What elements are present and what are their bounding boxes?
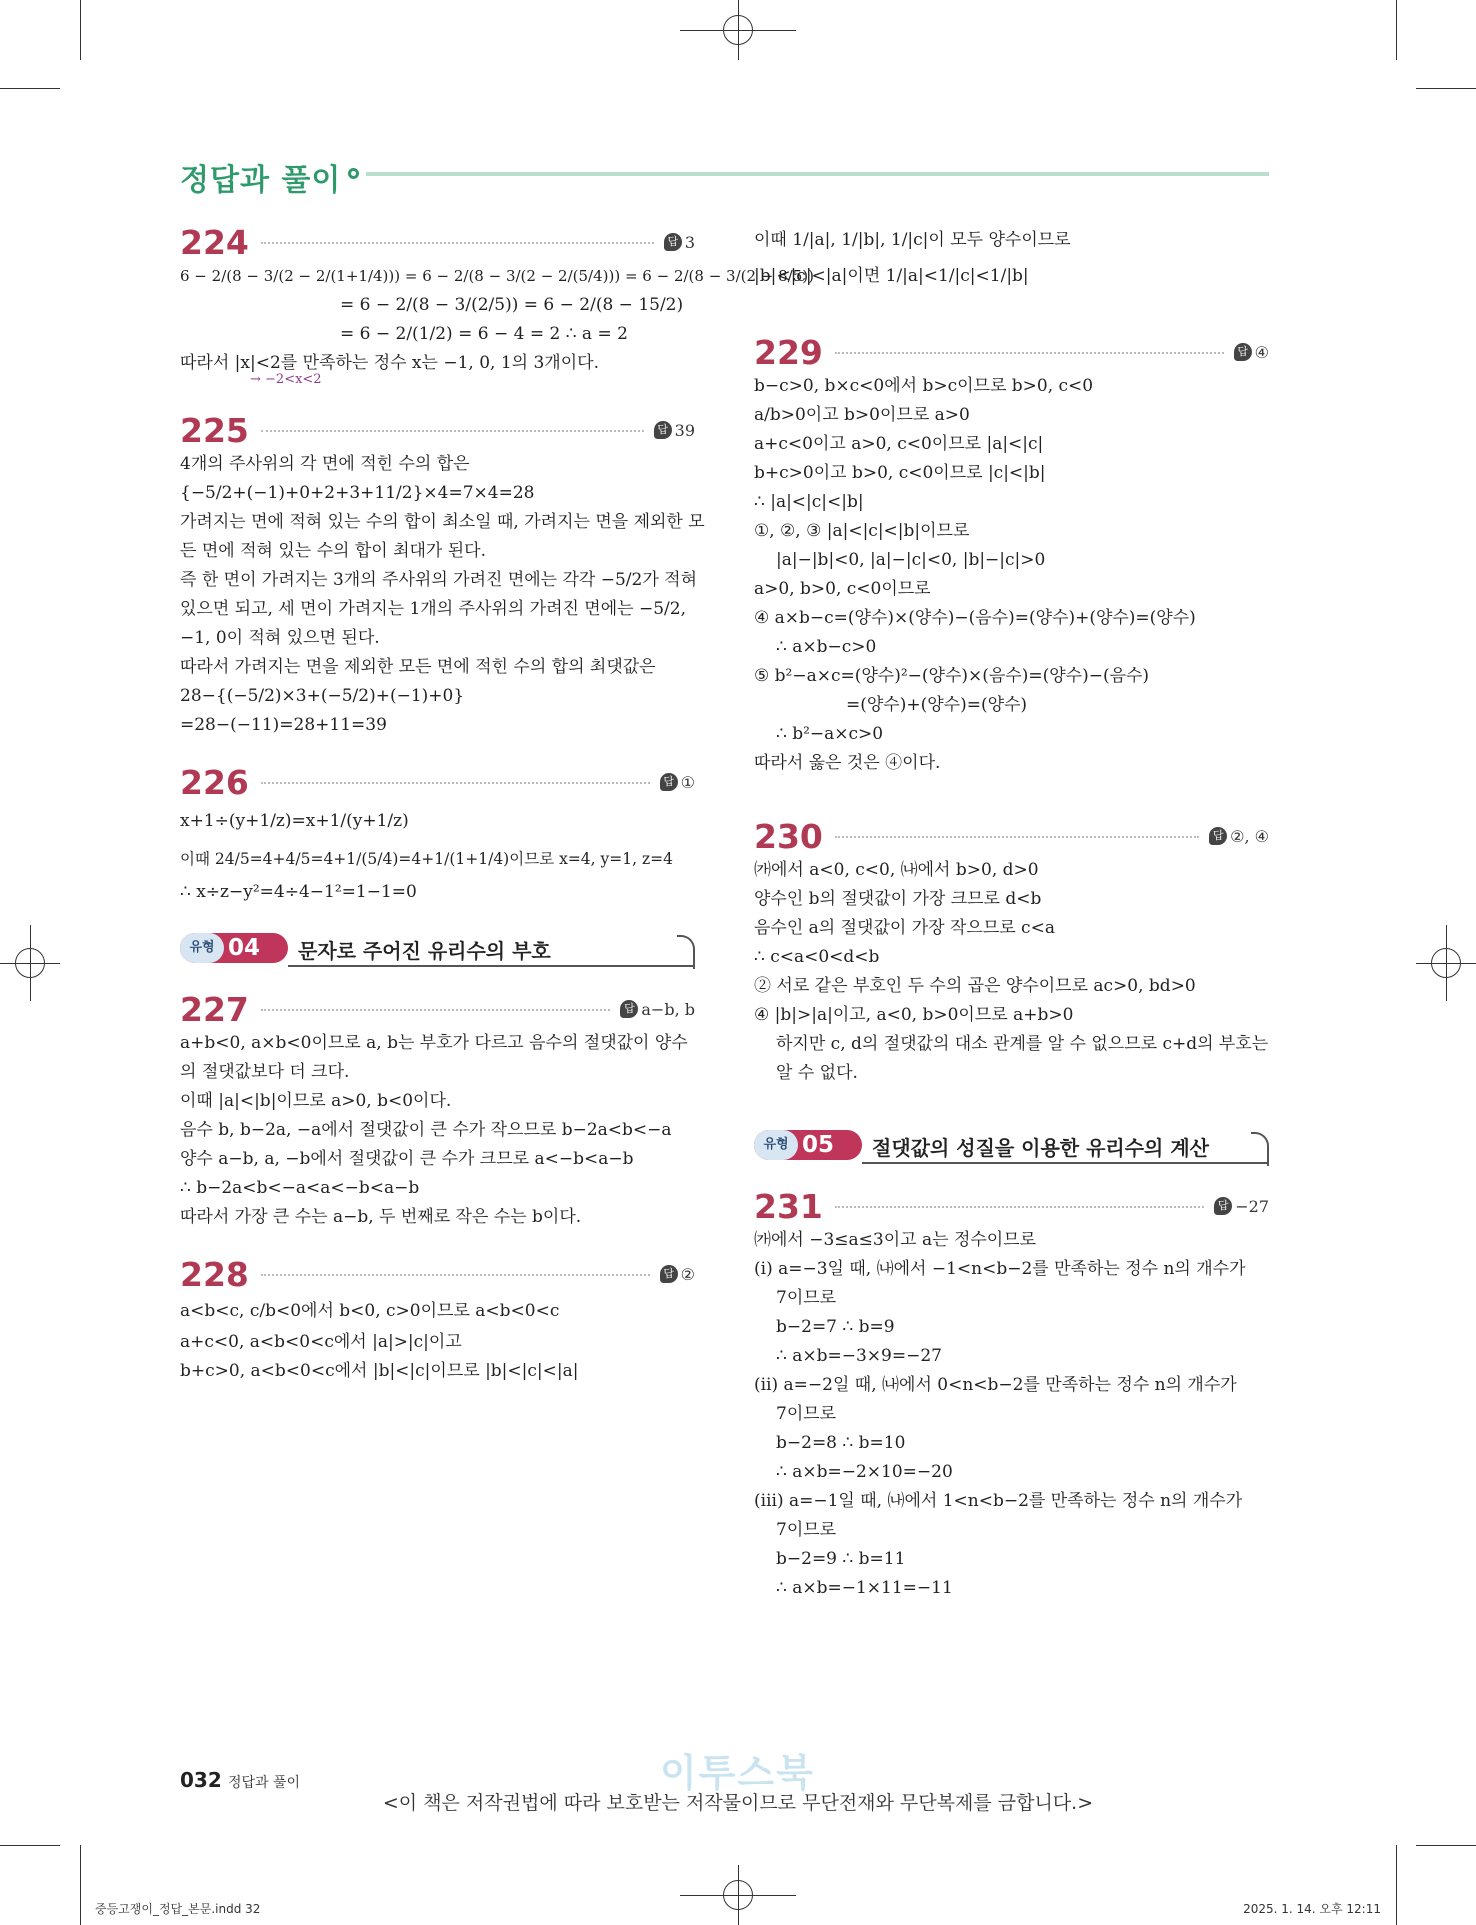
solution-line: ∴ b−2a<b<−a<a<−b<a−b [180, 1178, 420, 1198]
solution-line: a<b<c, c/b<0에서 b<0, c>0이므로 a<b<0<c [180, 1301, 560, 1321]
answer-icon: 답 [1214, 1197, 1232, 1215]
answer-badge: 답 ④ [1234, 343, 1269, 362]
solution-line: 하지만 c, d의 절댓값의 대소 관계를 알 수 없으므로 c+d의 부호는 [776, 1034, 1269, 1054]
solution-line: 의 절댓값보다 더 크다. [180, 1062, 350, 1082]
problem-number: 231 [754, 1186, 823, 1226]
crop-mark [1446, 925, 1447, 1001]
solution-line: x+1÷(y+1/z)=x+1/(y+1/z) [180, 811, 409, 831]
page-title: 정답과 풀이 [180, 163, 342, 198]
solution-line: ④ a×b−c=(양수)×(양수)−(음수)=(양수)+(양수)=(양수) [754, 608, 1196, 628]
crop-mark [1396, 1845, 1397, 1925]
problem-number: 230 [754, 816, 823, 856]
solution-line: (ⅱ) a=−2일 때, ㈏에서 0<n<b−2를 만족하는 정수 n의 개수가 [754, 1375, 1237, 1395]
solution-line: a+c<0, a<b<0<c에서 |a|>|c|이고 [180, 1332, 462, 1352]
print-slug-file: 중등고쟁이_정답_본문.indd 32 [95, 1902, 261, 1916]
solution-line: ∴ b²−a×c>0 [776, 724, 884, 744]
solution-line: = 6 − 2/(8 − 3/(2/5)) = 6 − 2/(8 − 15/2) [340, 295, 684, 315]
answer-badge: 답 39 [654, 421, 695, 440]
problem-header-230 [754, 816, 1269, 856]
solution-line: (ⅲ) a=−1일 때, ㈏에서 1<n<b−2를 만족하는 정수 n의 개수가 [754, 1491, 1243, 1511]
dotted-leader [261, 1273, 650, 1276]
solution-line: 7이므로 [776, 1288, 837, 1308]
crop-mark [1396, 0, 1397, 60]
crop-mark [0, 88, 60, 89]
problem-header-225 [180, 410, 695, 450]
dotted-leader [835, 1205, 1204, 1208]
answer-badge: 답 ②, ④ [1209, 827, 1269, 846]
answer-badge: 답 3 [664, 233, 695, 252]
type-corner [677, 935, 695, 969]
dotted-leader [835, 835, 1199, 838]
problem-header-229 [754, 332, 1269, 372]
solution-line: ∴ a×b−c>0 [776, 637, 877, 657]
crop-mark [1416, 88, 1476, 89]
page-number: 032 [180, 1768, 222, 1792]
problem-header-226 [180, 762, 695, 802]
crop-mark [80, 0, 81, 60]
dotted-leader [835, 351, 1224, 354]
solution-line: b−2=8 ∴ b=10 [776, 1433, 906, 1453]
dotted-leader [261, 1008, 611, 1011]
answer-icon: 답 [620, 1000, 638, 1018]
solution-line: 음수 b, b−2a, −a에서 절댓값이 큰 수가 작으므로 b−2a<b<−a [180, 1120, 672, 1140]
answer-badge: 답 a−b, b [620, 1000, 695, 1019]
solution-line: ∴ c<a<0<d<b [754, 947, 880, 967]
crop-mark [80, 1845, 81, 1925]
solution-line: b+c>0이고 b>0, c<0이므로 |c|<|b| [754, 463, 1046, 483]
header-rule [366, 172, 1269, 176]
solution-line: = 6 − 2/(1/2) = 6 − 4 = 2 ∴ a = 2 [340, 324, 628, 344]
solution-line: a>0, b>0, c<0이므로 [754, 579, 931, 599]
solution-line: ∴ a×b=−1×11=−11 [776, 1578, 953, 1598]
print-slug-date: 2025. 1. 14. 오후 12:11 [1243, 1902, 1381, 1916]
problem-number: 228 [180, 1254, 249, 1294]
dotted-leader [261, 429, 644, 432]
answer-icon: 답 [654, 421, 672, 439]
problem-number: 226 [180, 762, 249, 802]
solution-line: =28−(−11)=28+11=39 [180, 715, 387, 735]
solution-line: 7이므로 [776, 1520, 837, 1540]
solution-line: ⑤ b²−a×c=(양수)²−(양수)×(음수)=(양수)−(음수) [754, 666, 1150, 686]
problem-number: 227 [180, 989, 249, 1029]
solution-line: ∴ a×b=−3×9=−27 [776, 1346, 942, 1366]
solution-line: a+b<0, a×b<0이므로 a, b는 부호가 다르고 음수의 절댓값이 양수 [180, 1033, 688, 1053]
answer-badge: 답 −27 [1214, 1197, 1269, 1216]
type-badge [754, 1130, 862, 1160]
solution-line: 든 면에 적혀 있는 수의 합이 최대가 된다. [180, 541, 486, 561]
type-number: 04 [228, 935, 261, 961]
annotation: → −2<x<2 [250, 372, 322, 387]
answer-icon: 답 [660, 1265, 678, 1283]
solution-line: 이때 24/5=4+4/5=4+1/(5/4)=4+1/(1+1/4)이므로 x=4, y=1, z=4 [180, 850, 673, 868]
type-underline [862, 1162, 1269, 1164]
crop-mark [1416, 1845, 1476, 1846]
right-column [754, 222, 1269, 1603]
solution-line: 양수 a−b, a, −b에서 절댓값이 큰 수가 크므로 a<−b<a−b [180, 1149, 634, 1169]
solution-line: 가려지는 면에 적혀 있는 수의 합이 최소일 때, 가려지는 면을 제외한 모 [180, 512, 705, 532]
answer-badge: 답 ① [660, 773, 695, 792]
solution-line: 6 − 2/(8 − 3/(2 − 2/(1+1/4))) = 6 − 2/(8 − 3/(2 − 2/(5/4))) = 6 − 2/(8 − 3/(2 − 8/5)) [180, 267, 814, 285]
solution-line: ∴ |a|<|c|<|b| [754, 492, 864, 512]
answer-badge: 답 ② [660, 1265, 695, 1284]
dotted-leader [261, 781, 650, 784]
solution-line: ㈎에서 −3≤a≤3이고 a는 정수이므로 [754, 1230, 1037, 1250]
problem-header-224 [180, 222, 695, 262]
type-title: 문자로 주어진 유리수의 부호 [298, 939, 551, 963]
solution-line: 즉 한 면이 가려지는 3개의 주사위의 가려진 면에는 각각 −5/2가 적혀 [180, 570, 698, 590]
crop-mark [0, 1845, 60, 1846]
problem-number: 225 [180, 410, 249, 450]
copyright-notice: <이 책은 저작권법에 따라 보호받는 저작물이므로 무단전재와 무단복제를 금합니다.> [382, 1792, 1094, 1814]
type-corner [1251, 1132, 1269, 1166]
solution-line: b−2=7 ∴ b=9 [776, 1317, 895, 1337]
type-label: 유형 [180, 933, 224, 963]
watermark-logo: 이투스북 [660, 1751, 815, 1795]
solution-line: {−5/2+(−1)+0+2+3+11/2}×4=7×4=28 [180, 483, 535, 503]
solution-line: ∴ a×b=−2×10=−20 [776, 1462, 953, 1482]
crop-mark [738, 1865, 739, 1925]
solution-line: ④ |b|>|a|이고, a<0, b>0이므로 a+b>0 [754, 1005, 1074, 1025]
type-label: 유형 [754, 1130, 798, 1160]
type-badge [180, 933, 288, 963]
type-title: 절댓값의 성질을 이용한 유리수의 계산 [872, 1136, 1209, 1160]
solution-line: 따라서 가려지는 면을 제외한 모든 면에 적힌 수의 합의 최댓값은 [180, 657, 656, 677]
crop-mark [738, 0, 739, 60]
solution-line: ② 서로 같은 부호인 두 수의 곱은 양수이므로 ac>0, bd>0 [754, 976, 1196, 996]
answer-icon: 답 [1209, 827, 1227, 845]
answer-icon: 답 [1234, 343, 1252, 361]
type-underline [288, 965, 695, 967]
solution-line: 4개의 주사위의 각 면에 적힌 수의 합은 [180, 454, 470, 474]
solution-line: ∴ x÷z−y²=4÷4−1²=1−1=0 [180, 882, 417, 902]
header-dot-icon [348, 168, 359, 179]
solution-line: 음수인 a의 절댓값이 가장 작으므로 c<a [754, 918, 1055, 938]
solution-line: a/b>0이고 b>0이므로 a>0 [754, 405, 970, 425]
solution-line: a+c<0이고 a>0, c<0이므로 |a|<|c| [754, 434, 1044, 454]
solution-line: b+c>0, a<b<0<c에서 |b|<|c|이므로 |b|<|c|<|a| [180, 1361, 579, 1381]
crop-mark [30, 925, 31, 1001]
solution-line: 알 수 없다. [776, 1063, 858, 1083]
solution-line: 28−{(−5/2)×3+(−5/2)+(−1)+0} [180, 686, 465, 706]
solution-line: ①, ②, ③ |a|<|c|<|b|이므로 [754, 521, 970, 541]
solution-line: 따라서 옳은 것은 ④이다. [754, 753, 941, 773]
solution-line: |b|<|c|<|a|이면 1/|a|<1/|c|<1/|b| [754, 266, 1029, 286]
solution-line: 따라서 |x|<2를 만족하는 정수 x는 −1, 0, 1의 3개이다. [180, 353, 599, 373]
solution-line: 이때 |a|<|b|이므로 a>0, b<0이다. [180, 1091, 452, 1111]
solution-line: (ⅰ) a=−3일 때, ㈏에서 −1<n<b−2를 만족하는 정수 n의 개수가 [754, 1259, 1246, 1279]
problem-header-231 [754, 1186, 1269, 1226]
dotted-leader [261, 241, 654, 244]
type-header-04 [180, 929, 695, 967]
solution-line: 따라서 가장 큰 수는 a−b, 두 번째로 작은 수는 b이다. [180, 1207, 582, 1227]
solution-line: 양수인 b의 절댓값이 가장 크므로 d<b [754, 889, 1042, 909]
problem-header-227 [180, 989, 695, 1029]
type-number: 05 [802, 1132, 835, 1158]
type-header-05 [754, 1126, 1269, 1164]
answer-icon: 답 [664, 233, 682, 251]
problem-number: 224 [180, 222, 249, 262]
problem-header-228 [180, 1254, 695, 1294]
solution-line: ㈎에서 a<0, c<0, ㈏에서 b>0, d>0 [754, 860, 1039, 880]
solution-line: 7이므로 [776, 1404, 837, 1424]
solution-line: −1, 0이 적혀 있으면 된다. [180, 628, 380, 648]
solution-line: 있으면 되고, 세 면이 가려지는 1개의 주사위의 가려진 면에는 −5/2, [180, 599, 686, 619]
footer-label: 정답과 풀이 [228, 1775, 301, 1791]
solution-line: b−c>0, b×c<0에서 b>c이므로 b>0, c<0 [754, 376, 1094, 396]
solution-line: b−2=9 ∴ b=11 [776, 1549, 906, 1569]
problem-number: 229 [754, 332, 823, 372]
solution-line: =(양수)+(양수)=(양수) [846, 695, 1028, 715]
solution-line: |a|−|b|<0, |a|−|c|<0, |b|−|c|>0 [776, 550, 1046, 570]
solution-line: 이때 1/|a|, 1/|b|, 1/|c|이 모두 양수이므로 [754, 230, 1071, 250]
answer-icon: 답 [660, 773, 678, 791]
